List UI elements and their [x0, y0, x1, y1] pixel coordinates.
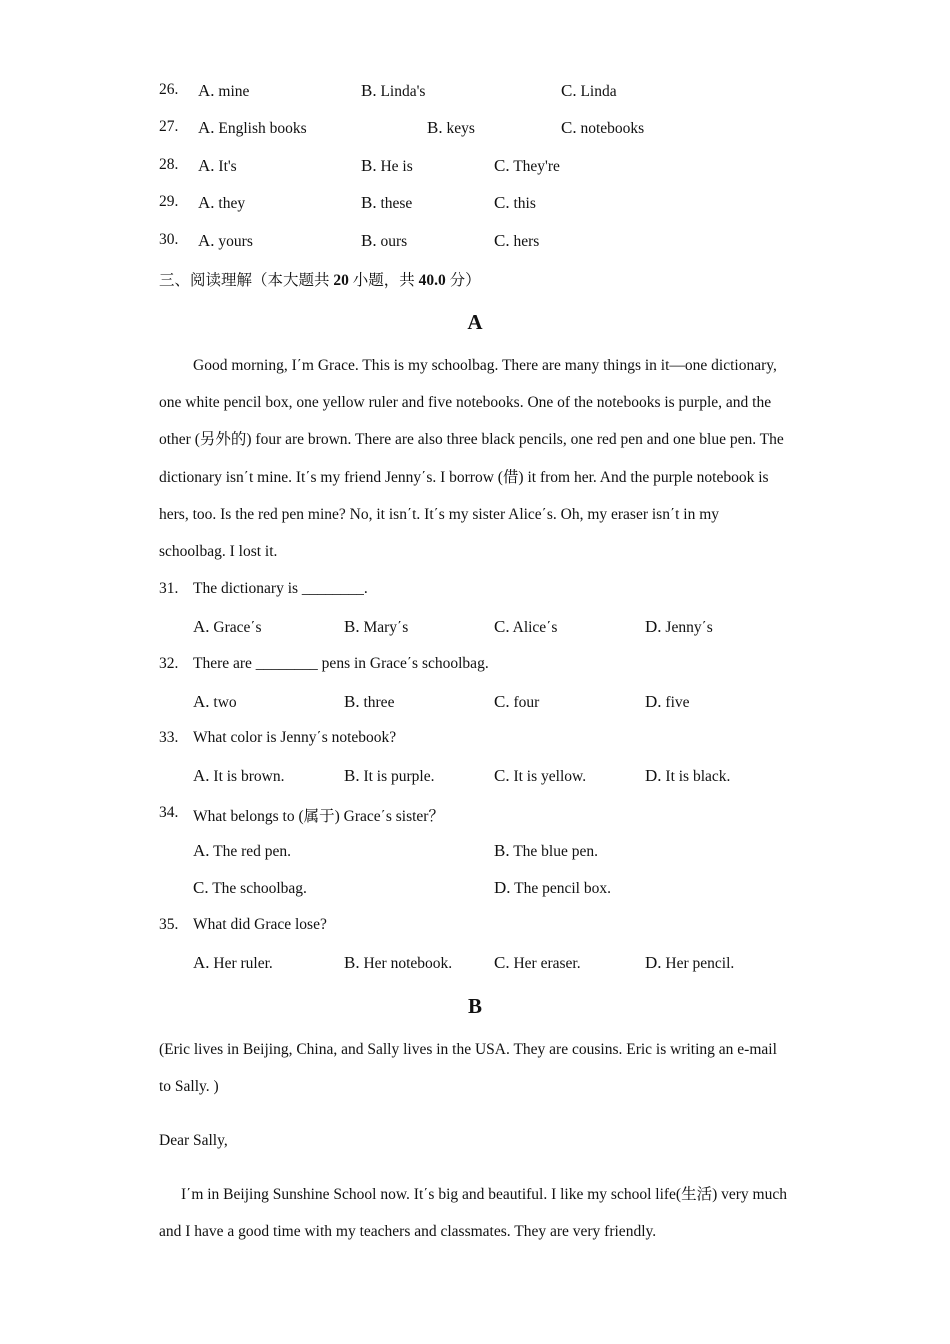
question-number: 30.: [159, 231, 179, 248]
letter-body: I΄m in Beijing Sunshine School now. It΄s big and beautiful. I like my school life(生活) very much and I have a good time with my teachers and classmates. They are very friendly.: [159, 1186, 787, 1241]
option-c[interactable]: C. It is yellow.: [494, 766, 587, 785]
question-stem: There are ________ pens in Grace΄s schoolbag.: [193, 655, 489, 672]
question-number: 33.: [159, 729, 179, 746]
question-number: 32.: [159, 655, 179, 672]
option-d[interactable]: D. The pencil box.: [494, 878, 611, 897]
option-c[interactable]: C. this: [494, 193, 536, 212]
option-b[interactable]: B. It is purple.: [344, 766, 435, 785]
option-a[interactable]: A. two: [193, 692, 237, 711]
option-c[interactable]: C. four: [494, 692, 540, 711]
option-d[interactable]: D. Jenny΄s: [645, 617, 713, 636]
option-d[interactable]: D. five: [645, 692, 690, 711]
option-b[interactable]: B. Mary΄s: [344, 617, 409, 636]
option-a[interactable]: A. they: [198, 193, 246, 212]
option-a[interactable]: A. Her ruler.: [193, 953, 273, 972]
option-b[interactable]: B. He is: [361, 156, 413, 175]
option-b[interactable]: B. these: [361, 193, 413, 212]
option-c[interactable]: C. hers: [494, 231, 540, 250]
option-a[interactable]: A. The red pen.: [193, 841, 292, 860]
option-c[interactable]: C. notebooks: [561, 118, 645, 137]
question-number: 31.: [159, 580, 179, 597]
option-a[interactable]: A. Grace΄s: [193, 617, 262, 636]
option-b[interactable]: B. Linda's: [361, 81, 426, 100]
option-a[interactable]: A. It is brown.: [193, 766, 285, 785]
letter-greeting: Dear Sally,: [159, 1132, 228, 1149]
option-c[interactable]: C. Linda: [561, 81, 617, 100]
passage-a-text: Good morning, I΄m Grace. This is my schoolbag. There are many things in it—one dictionary, one white pencil box, one yellow ruler and five notebooks. One of the notebooks is purple, and the other (另外的) four are brown. There are also three black pencils, one red pen and one blue pen. The dictionary isn΄t mine. It΄s my friend Jenny΄s. I borrow (借) it from her. And the purple notebook is hers, too. Is the red pen mine? No, it isn΄t. It΄s my sister Alice΄s. Oh, my eraser isn΄t in my schoolbag. I lost it.: [159, 357, 784, 561]
question-stem: The dictionary is ________.: [193, 580, 368, 597]
passage-a-title: A: [467, 310, 483, 334]
question-stem: What did Grace lose?: [193, 916, 327, 933]
question-number: 29.: [159, 193, 179, 210]
option-b[interactable]: B. ours: [361, 231, 408, 250]
question-number: 34.: [159, 804, 179, 821]
option-b[interactable]: B. three: [344, 692, 395, 711]
option-b[interactable]: B. The blue pen.: [494, 841, 598, 860]
option-c[interactable]: C. Her eraser.: [494, 953, 581, 972]
option-b[interactable]: B. Her notebook.: [344, 953, 453, 972]
option-c[interactable]: C. They're: [494, 156, 560, 175]
question-number: 35.: [159, 916, 179, 933]
question-number: 28.: [159, 156, 179, 173]
passage-b-intro: (Eric lives in Beijing, China, and Sally lives in the USA. They are cousins. Eric is writing an e-mail to Sally. ): [159, 1041, 777, 1096]
option-c[interactable]: C. The schoolbag.: [193, 878, 307, 897]
question-stem: What color is Jenny΄s notebook?: [193, 729, 397, 746]
option-a[interactable]: A. English books: [198, 118, 307, 137]
passage-b-title: B: [467, 994, 482, 1018]
option-a[interactable]: A. It's: [198, 156, 237, 175]
option-b[interactable]: B. keys: [427, 118, 475, 137]
question-number: 26.: [159, 81, 179, 98]
option-c[interactable]: C. Alice΄s: [494, 617, 558, 636]
section-heading: 三、阅读理解（本大题共 20 小题，共 40.0 分）: [159, 272, 481, 289]
option-a[interactable]: A. mine: [198, 81, 250, 100]
question-stem: What belongs to (属于) Grace΄s sister？: [193, 808, 444, 825]
option-d[interactable]: D. It is black.: [645, 766, 731, 785]
option-a[interactable]: A. yours: [198, 231, 253, 250]
question-number: 27.: [159, 118, 179, 135]
option-d[interactable]: D. Her pencil.: [645, 953, 735, 972]
